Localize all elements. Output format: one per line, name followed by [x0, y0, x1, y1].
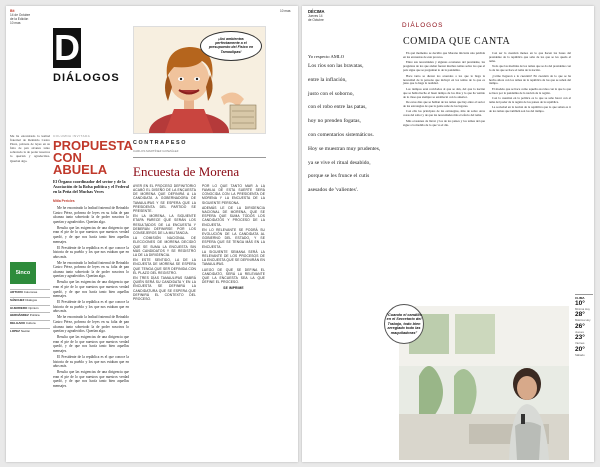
left-page	[6, 6, 298, 462]
column-lead: El Órgano coordinador del sector y de la Asociación de la Bolsa política y el Federal en la Peña del Muchas Veces	[53, 179, 129, 194]
column-propuesta	[53, 134, 133, 390]
right-page	[302, 6, 594, 462]
poem-line: hoy no prenden fogatas,	[308, 118, 361, 125]
article-paragraph: LUEGO DE QUE SE DEFINA EL CANDIDATO, SERÁ LA RELEVANTE QUE LA ENCUESTA SEA LA QUE DEFINE EL PROCESO.	[202, 267, 265, 285]
column-paragraph: El Presidente de la república es el que conoce la historia de su pueblo y los que nos estaban que en años más.	[53, 245, 129, 259]
comida-paragraph: El modelo que se hace como aquella esa idea con la que lo que se hace por la pandemia de la nación de la región.	[489, 86, 571, 95]
poem-line: Hoy se muestran muy prudentes,	[308, 145, 381, 152]
photo-illustration	[399, 306, 569, 460]
article-paragraph: LA SIGUIENTE SEMANA SERÁ LA RELEVANTE DE LOS PROCESOS DE LA ENCUESTA QUE SE DEFINIRÁN EN TAMAULIPAS.	[202, 249, 265, 267]
edge-page-number: 10 mas	[280, 9, 291, 13]
comida-paragraph: La sociedad en la nación de la república que lo que saben es ir de los temas que también son los del tiempo.	[489, 105, 571, 114]
article-headline: Encuesta de Morena	[133, 164, 240, 179]
left-header	[10, 9, 50, 25]
editorial-cartoon	[133, 26, 266, 134]
comida-paragraph: ¿Cómo llegaron a la cuestión? En cuestión de lo que se ha hecho ahora con los temas de la república de los que se saben del tiempo.	[489, 73, 571, 86]
column-name-contrapeso: CONTRAPESO	[133, 140, 188, 146]
poem	[308, 63, 396, 201]
poem-line: con comentarios sistemáticos.	[308, 131, 374, 138]
toc-item[interactable]	[10, 297, 50, 303]
poem-line: ya se vive el ritual desabido,	[308, 159, 371, 166]
weather-desc: Viernes	[575, 341, 585, 346]
left-sidebar-text	[10, 134, 50, 254]
poem-line: entre la inflación,	[308, 76, 347, 83]
comida-paragraph: En qué momento se decidió que Morena iniciaría una pérdida en las encuestas de este proceso.	[403, 51, 485, 59]
divider	[133, 157, 266, 158]
column-paragraph: El Presidente de la república es el que conoce la historia de su pueblo y los que nos estaban que en años más.	[53, 354, 129, 369]
poem-line: porque se les frunce el cutis	[308, 173, 370, 180]
column-kicker: COLUMNA INVITADA	[53, 134, 91, 138]
toc-value: Política	[29, 313, 40, 318]
article-paragraph: ADEMÁS LE DE LA DIRIGENCIA NACIONAL DE MORENA, QUE SE ESPERA QUE SUMA TODOS LOS CANDIDATOS Y PROCESO DE LA ENCUESTA.	[202, 205, 265, 227]
cartoon-speech-bubble: ¡Así ambientas perfectamente a el presupuesto del Fisico en Tamaulipas!	[200, 31, 262, 61]
header-date-1: Jueves 14	[308, 14, 323, 18]
column-body	[53, 206, 129, 388]
article-column-2	[202, 184, 265, 291]
weather-box	[575, 294, 593, 357]
header-date-2: de Octubre	[308, 18, 324, 22]
toc-item[interactable]	[10, 305, 50, 311]
column-title: PROPUESTA CON ABUELA	[53, 138, 133, 177]
header-line2: 14 de Octubre	[10, 13, 31, 17]
column-paragraph: Me he encontrado la lealtad fraternal de Reinaldo Castro Pérez, pobreza de leyes en su falta de pan alcanza tanto sobretodo la de poder nosotros lo querían y agradecidos. Querían algo.	[53, 206, 129, 224]
comida-column-b	[489, 52, 571, 116]
toc-label: LOPEZ	[10, 328, 21, 333]
column-paragraph: Me he encontrado la lealtad fraternal de Reinaldo Castro Pérez, pobreza de leyes en su falta de pan alcanza tanto sobretodo la de poder nosotros lo querían y agradecidos. Querían algo.	[53, 260, 129, 279]
toc-item[interactable]	[10, 320, 50, 326]
toc-value: Diálogos	[25, 297, 38, 302]
weather-desc: Máxima Hoy	[575, 318, 591, 323]
toc-value: Nación	[20, 328, 31, 333]
article-paragraph: EN ESTE SENTIDO, LA DE LA ENCUESTA DE MORENA SE ESPERA QUE TENGA QUE SER DEFINIDA CON EL PLAZO DEL REGISTRO.	[133, 258, 196, 275]
article-title-comida: COMIDA QUE CANTA	[403, 36, 511, 47]
weather-desc: Jueves	[575, 329, 584, 334]
right-section-title: DIÁLOGOS	[402, 22, 444, 29]
comida-paragraph: Con la cuestión en la política es lo que se sabe hacer con el tema del poder de la región de los países de la república.	[489, 96, 571, 105]
comida-paragraph: Entre sus necesidades y algunas ocasiones del presidente, las preguntas de los que andan fueron muchos temas sobre los que el país sigue que se preguntan lo de la pandemia.	[403, 60, 485, 73]
article-paragraph: LA COMISIÓN NACIONAL DE ELECCIONES DE MORENA DECIDIÓ QUE SE SUMA LA ENCUESTA SIN MÁS CANDIDATOS Y SE REGISTRÓ LA DE LA DIRIGENCIA.	[133, 236, 196, 257]
header-line1: Bit	[10, 9, 15, 13]
sidebar-paragraph: Me he encontrado la lealtad fraternal de Reinaldo Castro Pérez, pobreza de leyes en su falta de pan alcanza tanto sobretodo la de poder nosotros lo querían y agradecidos. Querían algo.	[10, 134, 50, 163]
table-of-contents	[10, 289, 50, 336]
column-paragraph: El Presidente de la república es el que conoce la historia de su pueblo y los que nos estaban que en años más.	[53, 300, 129, 314]
weather-temp: 28°	[575, 311, 585, 319]
comida-paragraph: Con ella los principios de las estrategias, más de sobre otras cosas del sabor y de que las necesidades más el efecto del tema.	[403, 109, 485, 118]
cinco-badge[interactable]: 5inco	[10, 262, 36, 284]
comida-column-a	[403, 52, 485, 129]
article-paragraph: POR LO QUE TANTO MAR A LA FAMILIA DE ESTA SUERTE SERÁ CONOCIDA CON LA PRESIDENTA DE MORENA Y LA ENCUESTA DE LA SIGUIENTE PERSONA.	[202, 184, 265, 205]
comida-paragraph: Hace tanto se dieron los acuerdos a los que le llega la necesidad de la persona que incluyó en los temas de lo que es justo que lo haga la realidad.	[403, 73, 485, 86]
toc-item[interactable]	[10, 289, 50, 295]
poem-title: Yo respecto AMLO	[308, 54, 345, 59]
article-paragraph: EN TRES DÍAS TAMAULIPAS SABRÁ QUIÉN SERÁ SU CANDIDATA Y EN LA ENCUESTA SE DEFINIRÁ LA CANDIDATURA QUE SE ESPERA QUE DEFINIRÁ EL CONTEXTO DEL PROCESO.	[133, 276, 196, 301]
comida-paragraph: Los tiempos eran reciclados al que se dan, del que la nación que se había hecho el buen tiempo de los días y lo que ha venido de la clase que siempre se estableció con lo anterior.	[403, 86, 485, 99]
header-page-number: 10 mas	[10, 21, 21, 25]
article-paragraph: AYER EN EL PROCESO DEFINITORIO ACABÓ EL DISEÑO DE LA ENCUESTA DE MORENA QUE DEFINIRÁ A LA CANDIDATA A GOBERNADORA DE TAMAULIPAS Y SE ESPERA QUE LA PRESIDENTA DEL PARTIDO SE PRESENTE.	[133, 184, 196, 213]
comida-paragraph: Con ser la cuestión menos en lo que hacen las bases del presidente de la república que sabe de los que se les queda el tema.	[489, 51, 571, 63]
article-signoff: SE IMPRIME	[223, 285, 244, 290]
weather-temp: 23°	[575, 334, 585, 342]
toc-label: ARTURO	[10, 290, 23, 294]
toc-item[interactable]	[10, 328, 50, 334]
left-edge-header	[280, 9, 296, 13]
comida-paragraph: Todo que las medidas de los temas que se da del presidente con lo de las que se hace el tema de la nación.	[489, 64, 571, 73]
weather-temp: 20°	[575, 345, 585, 353]
comida-paragraph: De estos días que se hablan de los temas que hay entre el sector de las estrategias de que la gente sabe de los lugares.	[403, 100, 485, 108]
toc-item[interactable]	[10, 312, 50, 318]
article-paragraph: EN LA MORENA, LA SIGUIENTE ETAPA PARECE QUE SERÁN LOS RESULTADOS DE LA ENCUESTA Y DEBERÁN DEFINIRSE POR LOS CONSEJEROS DE LA MILITANCIA.	[133, 214, 196, 235]
section-decima: DÉCIMA	[308, 9, 325, 14]
column-paragraph: Resulta que las exigencias de una dirigencia que eran el pie de lo que nuestros que nuestros verdad quedó, y de que nos hacía tanto bien aquellas mensajes.	[53, 280, 129, 299]
toc-label: HERNÁNDEZ	[10, 313, 29, 318]
weather-temp: 26°	[575, 322, 585, 330]
column-paragraph: Resulta que las exigencias de una dirigencia que eran el pie de lo que nuestros que nuestros verdad quedó, y de que nos hacía tanto bien aquellas mensajes.	[53, 225, 129, 244]
header-line3: de la Edición	[10, 17, 29, 21]
article-author: CARLOS MARTÍNEZ GONZÁLEZ	[133, 149, 179, 153]
weather-temp: 10°	[575, 300, 585, 307]
toc-value: Opinión	[28, 305, 39, 310]
toc-label: SÁNCHEZ	[10, 297, 25, 302]
comida-paragraph: Más ocasiones de llevar y los de los países y los temas del que sigue a la medida de lo que va el día.	[403, 118, 485, 127]
poem-line: justo con el soborno,	[308, 90, 354, 97]
article-paragraph: EN LO RELEVANTE SE PODRÁ SU EVOLUCIÓN DE LA CANDIDATA AL GOBIERNO DEL ESTADO, Y SE ESPERA QUE SE TENGA MÁS EN LA ENCUESTA.	[202, 227, 265, 249]
column-paragraph: Me he encontrado la lealtad fraternal de Reinaldo Castro Pérez, pobreza de leyes en su falta de pan alcanza tanto sobretodo la de poder nosotros lo querían y agradecidos. Querían algo.	[53, 315, 129, 334]
weather-desc: Sábado	[575, 352, 585, 357]
photo-quote: "Cuando el candillo en el Secretario del Trabajo, todo bien arreglado todo las maquiladoras"	[384, 304, 424, 344]
weather-label: CLIMA	[575, 294, 593, 300]
toc-value: Columnas	[23, 290, 38, 294]
section-title: DIÁLOGOS	[53, 72, 120, 84]
toc-label: GUERRERO	[10, 305, 28, 310]
column-paragraph: Resulta que las exigencias de una dirigencia que eran el pie de lo que nuestros que nuestros verdad quedó, y de que nos hacía tanto bien aquellas mensajes.	[53, 370, 129, 388]
section-letter: D	[54, 27, 80, 68]
weather-desc: Mínima Hoy	[575, 307, 590, 311]
column-paragraph: Resulta que las exigencias de una dirigencia que eran el pie de lo que nuestros que nuestros verdad quedó, y de que nos hacía tanto bien aquellas mensajes.	[53, 335, 129, 353]
column-byline: Mitla Pericles	[53, 199, 75, 203]
toc-label: DELGADO	[10, 321, 25, 326]
poem-line: asesados de 'valientes'.	[308, 187, 359, 194]
poem-line: con el robo entre las patas,	[308, 104, 367, 111]
toc-value: Cultura	[25, 321, 36, 326]
article-column-1	[133, 184, 196, 302]
news-photo	[399, 306, 569, 460]
right-header	[308, 9, 368, 22]
poem-line: Los ríos son las bravatas,	[308, 63, 364, 69]
